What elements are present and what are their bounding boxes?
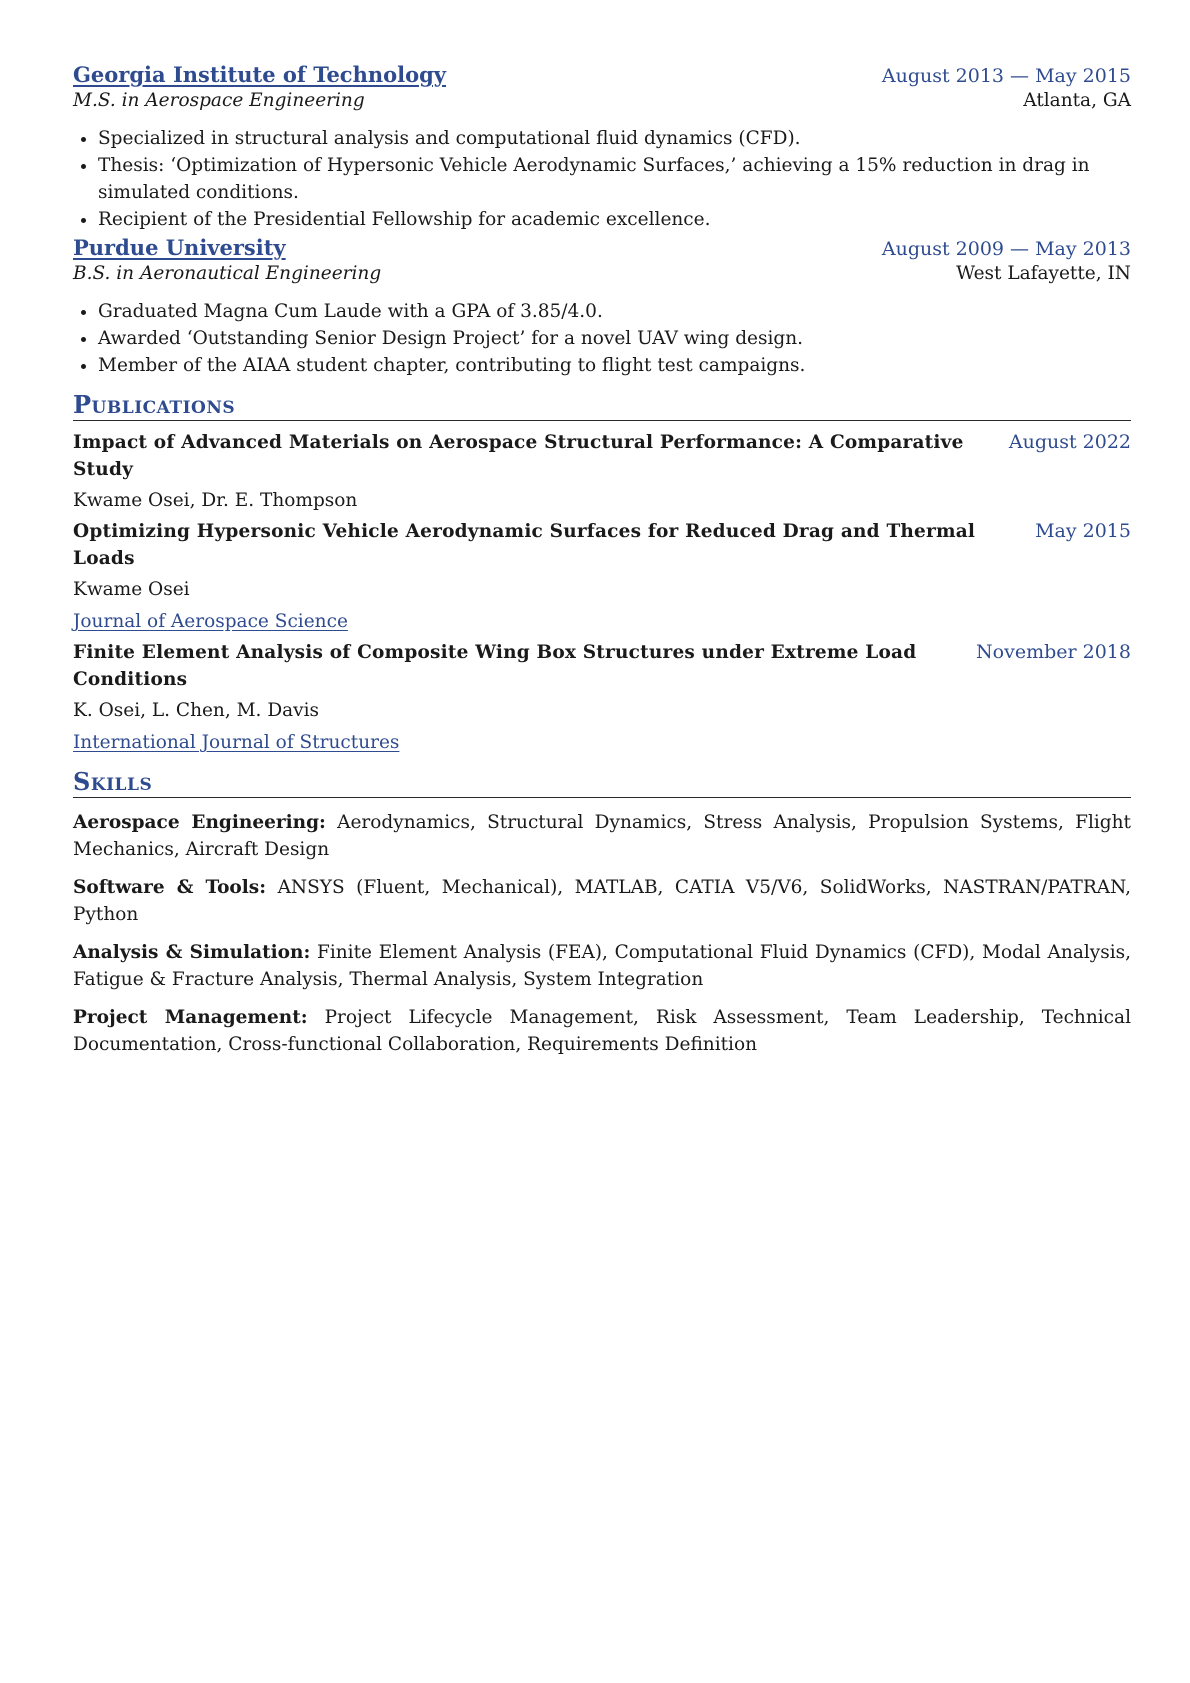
skill-text: Aerodynamics, Structural Dynamics, Stress Analysis, Propulsion Systems, Flight Mechanics, Aircraft Design: [73, 812, 1131, 860]
bullet-item: • Member of the AIAA student chapter, contributing to flight test campaigns.: [98, 352, 1131, 379]
bullet-item: • Thesis: ‘Optimization of Hypersonic Vehicle Aerodynamic Surfaces,’ achieving a 15% reduction in drag in simulated conditions.: [98, 152, 1131, 206]
publication-date: November 2018: [976, 641, 1131, 663]
location: West Lafayette, IN: [956, 263, 1131, 284]
journal-link[interactable]: Journal of Aerospace Science: [73, 611, 348, 632]
skills-heading: Skills: [73, 768, 1131, 798]
skill-line: [73, 939, 1131, 993]
skill-text: Finite Element Analysis (FEA), Computational Fluid Dynamics (CFD), Modal Analysis, Fatigue & Fracture Analysis, Thermal Analysis, System Integration: [73, 942, 1131, 990]
degree: M.S. in Aerospace Engineering: [73, 90, 365, 111]
education-entry: [73, 62, 1131, 233]
skill-label: Analysis & Simulation:: [73, 942, 311, 963]
publications-heading: Publications: [73, 391, 1131, 421]
publication-authors: Kwame Osei: [73, 579, 190, 600]
institution-link[interactable]: Georgia Institute of Technology: [73, 62, 447, 87]
publication-authors: K. Osei, L. Chen, M. Davis: [73, 700, 320, 721]
bullet-item: • Graduated Magna Cum Laude with a GPA of 3.85/4.0.: [98, 298, 1131, 325]
education-dates: August 2009 — May 2013: [881, 238, 1131, 260]
skill-line: [73, 809, 1131, 863]
location: Atlanta, GA: [1023, 90, 1131, 111]
publication-entry: [73, 639, 1131, 756]
resume-page: [73, 62, 1131, 1058]
skill-text: Project Lifecycle Management, Risk Assessment, Team Leadership, Technical Documentation, Cross-functional Collaboration, Requirements Definition: [73, 1007, 1131, 1055]
publication-date: May 2015: [1035, 520, 1131, 542]
skill-label: Software & Tools:: [73, 877, 267, 898]
publication-authors: Kwame Osei, Dr. E. Thompson: [73, 490, 358, 511]
skill-line: [73, 874, 1131, 928]
education-dates: August 2013 — May 2015: [881, 65, 1131, 87]
bullet-item: • Recipient of the Presidential Fellowship for academic excellence.: [98, 206, 1131, 233]
skill-text: ANSYS (Fluent, Mechanical), MATLAB, CATIA V5/V6, SolidWorks, NASTRAN/PATRAN, Python: [73, 877, 1131, 925]
skill-line: [73, 1004, 1131, 1058]
degree: B.S. in Aeronautical Engineering: [73, 263, 382, 284]
publication-date: August 2022: [1008, 431, 1131, 453]
institution-link[interactable]: Purdue University: [73, 235, 286, 260]
publication-title: Optimizing Hypersonic Vehicle Aerodynamic Surfaces for Reduced Drag and Thermal Loads: [73, 521, 976, 569]
bullet-item: • Awarded ‘Outstanding Senior Design Project’ for a novel UAV wing design.: [98, 325, 1131, 352]
publication-title: Finite Element Analysis of Composite Wing Box Structures under Extreme Load Conditions: [73, 642, 917, 690]
bullet-item: • Specialized in structural analysis and computational fluid dynamics (CFD).: [98, 125, 1131, 152]
education-bullets: [73, 125, 1131, 233]
publication-entry: [73, 429, 1131, 514]
skill-label: Aerospace Engineering:: [73, 812, 326, 833]
education-bullets: [73, 298, 1131, 379]
skill-label: Project Management:: [73, 1007, 308, 1028]
education-entry: [73, 235, 1131, 379]
publication-entry: [73, 518, 1131, 635]
publication-title: Impact of Advanced Materials on Aerospace Structural Performance: A Comparative Study: [73, 432, 964, 480]
journal-link[interactable]: International Journal of Structures: [73, 732, 400, 753]
